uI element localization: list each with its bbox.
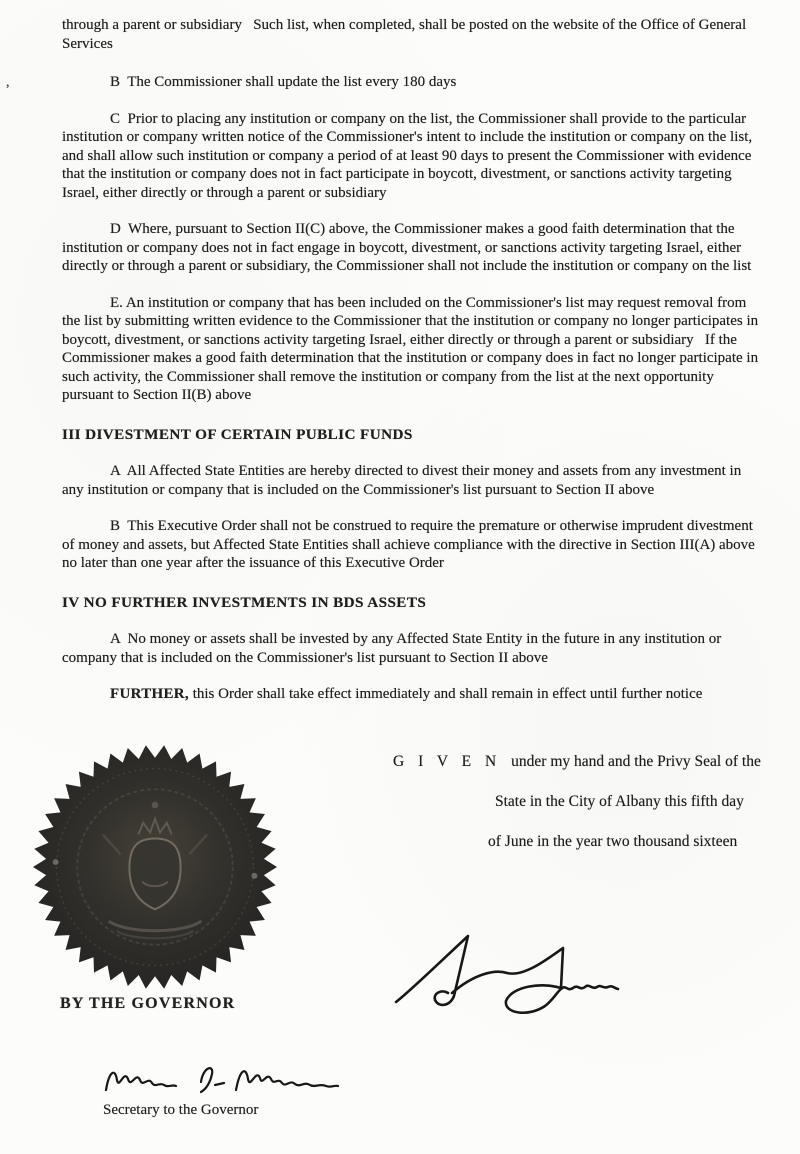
given-line1-text: under my hand and the Privy Seal of the: [511, 753, 761, 770]
paragraph-ii-e: E. An institution or company that has been included on the Commissioner's list may request removal from the list by submitting written evidence to the Commissioner that the institution or company no longer participates in boycott, divestment, or sanctions activity targeting Israel, either directly or through a parent or subsidiary If the Commissioner makes a good faith determination that the institution or company does in fact no longer participate in such activity, the Commissioner shall remove the institution or company from the list at the next opportunity pursuant to Section II(B) above: [62, 294, 762, 403]
further-rest: this Order shall take effect immediately and shall remain in effect until further notice: [188, 686, 703, 702]
privy-seal-icon: [32, 744, 278, 990]
paragraph-iii-a: A All Affected State Entities are hereby directed to divest their money and assets from any investment in any institution or company that is included on the Commissioner's list pursuant to Section II above: [62, 463, 745, 498]
given-word: G I V E N: [393, 753, 502, 770]
attestation-block: [393, 752, 763, 872]
paragraph-ii-b: B The Commissioner shall update the list every 180 days: [110, 74, 457, 90]
further-lead: FURTHER,: [110, 686, 189, 702]
paragraph-continuation: through a parent or subsidiary Such list, when completed, shall be posted on the website of the Office of General Services: [62, 17, 750, 52]
stray-mark: ,: [6, 75, 10, 90]
paragraph-iv-a: A No money or assets shall be invested by any Affected State Entity in the future in any institution or company that is included on the Commissioner's list pursuant to Section II above: [62, 631, 726, 666]
heading-section-iii: III DIVESTMENT OF CERTAIN PUBLIC FUNDS: [62, 425, 413, 443]
by-governor-label: BY THE GOVERNOR: [60, 995, 236, 1012]
governor-signature: [394, 930, 624, 1025]
heading-section-iv: IV NO FURTHER INVESTMENTS IN BDS ASSETS: [62, 593, 427, 611]
paragraph-ii-d: D Where, pursuant to Section II(C) above, the Commissioner makes a good faith determination that the institution or company does not in fact engage in boycott, divestment, or sanctions activity targeting Israel, either directly or through a parent or subsidiary, the Commissioner shall not include the institution or company on the list: [62, 221, 752, 274]
attestation-line-3: of June in the year two thousand sixteen: [488, 833, 738, 850]
paragraph-ii-b-row: [6, 73, 760, 92]
paragraph-further: [62, 685, 760, 704]
paragraph-ii-c: C Prior to placing any institution or company on the list, the Commissioner shall provide to the particular institution or company written notice of the Commissioner's intent to include the institution or company on the list, and shall allow such institution or company a period of at least 90 days to present the Commissioner with evidence that the institution or company does not in fact participate in boycott, divestment, or sanctions activity targeting Israel, either directly or through a parent or subsidiary: [62, 110, 756, 201]
secretary-signature: [103, 1058, 341, 1100]
attestation-line-2: State in the City of Albany this fifth day: [495, 793, 744, 810]
paragraph-iii-b: B This Executive Order shall not be construed to require the premature or otherwise imprudent divestment of money and assets, but Affected State Entities shall achieve compliance with the directive in Section III(A) above no later than one year after the issuance of this Executive Order: [62, 518, 759, 571]
attestation-line-1: [393, 752, 763, 771]
secretary-caption: Secretary to the Governor: [103, 1102, 259, 1118]
